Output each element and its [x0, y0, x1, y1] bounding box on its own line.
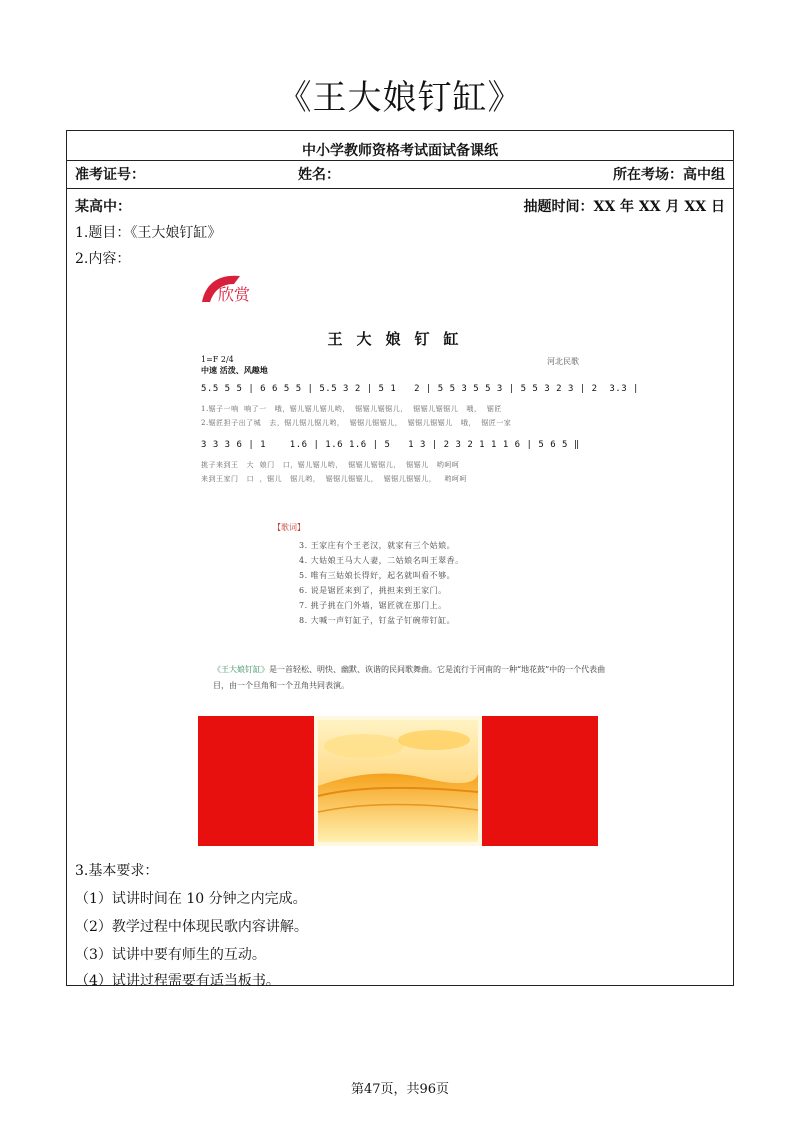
tempo-marking: 中速 活泼、风趣地 [201, 365, 268, 375]
lyrics-line-2a: 挑子来到王 大 娘门 口，锯儿锯儿哟， 锯锯儿锯锯儿， 锯锯儿 哟呵呵 [201, 461, 460, 469]
score-title: 王大娘钉缸 [327, 330, 473, 348]
divider-top [67, 130, 733, 131]
field-landscape-image [314, 716, 482, 846]
photo-banner [198, 716, 598, 846]
key-signature: 1=F 2/4 [201, 355, 234, 364]
form-subtitle: 中小学教师资格考试面试备课纸 [302, 143, 498, 159]
verse-8: 8. 大喊一声钉缸子，钉盆子钉碗带钉缸。 [299, 616, 456, 625]
school-row [67, 196, 733, 216]
requirement-4: （4）试讲过程需要有适当板书。 [75, 973, 280, 989]
logo-text: 欣赏 [218, 285, 251, 304]
notes-line-2: 3 3 3 6 | 1 1.6 | 1.6 1.6 | 5 1 3 | 2 3 2 1 1 1 6 | 5 6 5 ‖ [201, 440, 580, 450]
requirements-label: 3.基本要求： [75, 863, 159, 879]
lesson-plan-form [66, 130, 734, 989]
verse-7: 7. 挑子挑在门外墙，锯匠就在那门上。 [299, 601, 447, 610]
draw-time-label: 抽题时间：XX 年 XX 月 XX 日 [523, 199, 725, 215]
requirement-2: （2）教学过程中体现民歌内容讲解。 [75, 919, 308, 935]
content-label: 2.内容： [75, 251, 131, 267]
exam-id-label: 准考证号： [75, 167, 145, 183]
notes-line-1: 5.5 5 5 | 6 6 5 5 | 5.5 3 2 | 5 1 2 | 5 5 3 5 5 3 | 5 5 3 2 3 | 2 3.3 | [201, 384, 639, 394]
requirement-1: （1）试讲时间在 10 分钟之内完成。 [75, 891, 307, 907]
document-title: 《王大娘钉缸》 [277, 78, 523, 118]
song-description [213, 662, 613, 694]
school-label: 某高中： [75, 199, 131, 215]
song-origin: 河北民歌 [547, 357, 579, 366]
score-meta [201, 354, 268, 376]
topic-line: 1.题目：《王大娘钉缸》 [75, 225, 222, 241]
verse-4: 4. 大姑娘王马大人妻，二姑娘名叫王翠香。 [299, 556, 464, 565]
page-footer: 第47页，共96页 [350, 1082, 450, 1097]
verse-tag: 【歌词】 [273, 523, 305, 532]
lyrics-line-1b: 2.锯匠担子出了城 去，锯儿锯儿锯儿哟， 锯锯儿锯锯儿， 锯锯儿锯锯儿 哦， 锯匠一家 [201, 419, 512, 427]
appreciation-logo-icon [200, 272, 256, 306]
verse-6: 6. 说是锯匠来到了，挑担来到王家门。 [299, 586, 447, 595]
verse-5: 5. 唯有三姑娘长得好，起名就叫看不够。 [299, 571, 456, 580]
divider-2 [67, 188, 733, 189]
requirement-3: （3）试讲中要有师生的互动。 [75, 947, 266, 963]
name-label: 姓名： [298, 167, 340, 183]
location-label: 所在考场：高中组 [613, 167, 725, 183]
divider-1 [67, 160, 733, 161]
candidate-info-row [67, 164, 733, 184]
description-highlight: 《王大娘钉缸》 [213, 665, 269, 674]
description-text: 是一首轻松、明快、幽默、诙谐的民间歌舞曲。它是流行于河南的一种“地花鼓”中的一个代表曲目，由一个旦角和一个丑角共同表演。 [213, 665, 606, 690]
verse-3: 3. 王家庄有个王老汉，就家有三个姑娘。 [299, 541, 456, 550]
lyrics-line-1a: 1.锯子一响 响了一 哦，锯儿锯儿锯儿哟， 锯锯儿锯锯儿， 锯锯儿锯锯儿 哦， 锯匠 [201, 405, 502, 413]
lyrics-line-2b: 来到王家门 口 ，锯儿 锯儿哟， 锯锯儿锯锯儿， 锯锯儿锯锯儿， 哟呵呵 [201, 475, 467, 483]
